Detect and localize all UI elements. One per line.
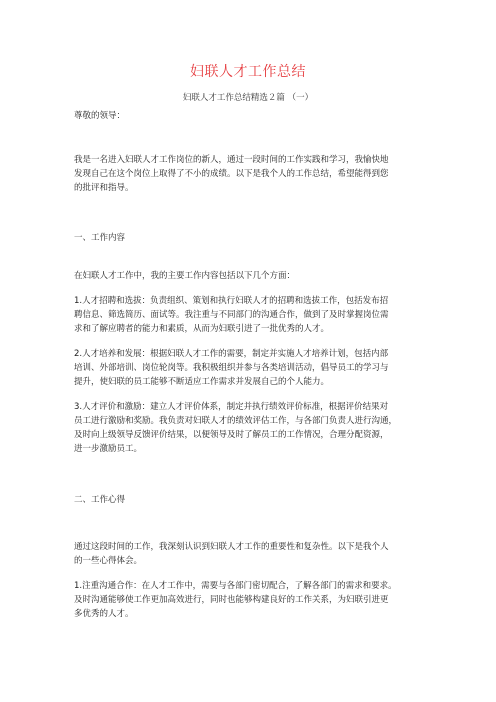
intro-line: 的批评和指导。 [74, 183, 134, 193]
item1-line: 1.人才招聘和选拔：负责组织、策划和执行妇联人才的招聘和选拔工作，包括发布招 [74, 296, 389, 306]
section-heading-work-insights: 二、工作心得 [74, 495, 126, 505]
greeting: 尊敬的领导： [74, 111, 126, 121]
item4-line: 及时沟通能够使工作更加高效进行，同时也能够构建良好的工作关系，为妇联引进更 [74, 595, 389, 605]
item2-line: 提升，使妇联的员工能够不断适应工作需求并发展自己的个人能力。 [74, 377, 330, 387]
item2-line: 培训、外部培训、岗位轮岗等。我积极组织并参与各类培训活动，倡导员工的学习与 [74, 363, 389, 373]
item2-line: 2.人才培养和发展：根据妇联人才工作的需要，制定并实施人才培养计划，包括内部 [74, 349, 389, 359]
item4-line: 1.注重沟通合作：在人才工作中，需要与各部门密切配合，了解各部门的需求和要求。 [74, 581, 397, 591]
document-title: 妇联人才工作总结 [190, 64, 306, 80]
item3-line: 及时向上级领导反馈评价结果，以便领导及时了解员工的工作情况，合理分配资源， [74, 430, 389, 440]
section-heading-work-content: 一、工作内容 [74, 233, 126, 243]
item3-line: 进一步激励员工。 [74, 444, 143, 454]
intro-line: 我是一名进入妇联人才工作岗位的新人，通过一段时间的工作实践和学习，我愉快地 [74, 155, 389, 165]
document-subtitle: 妇联人才工作总结精选２篇 （一） [182, 93, 314, 103]
intro-line: 发现自己在这个岗位上取得了不小的成绩。以下是我个人的工作总结，希望能得到您 [74, 169, 389, 179]
item4-line: 多优秀的人才。 [74, 609, 134, 619]
section2-intro-line: 通过这段时间的工作，我深刻认识到妇联人才工作的重要性和复杂性。以下是我个人 [74, 542, 389, 552]
item1-line: 聘信息、筛选简历、面试等。我注重与不同部门的沟通合作，做到了及时掌握岗位需 [74, 310, 389, 320]
item1-line: 求和了解应聘者的能力和素质，从而为妇联引进了一批优秀的人才。 [74, 324, 330, 334]
item3-line: 员工进行激励和奖励。我负责对妇联人才的绩效评估工作，与各部门负责人进行沟通， [74, 416, 398, 426]
section1-intro: 在妇联人才工作中，我的主要工作内容包括以下几个方面： [74, 271, 296, 281]
section2-intro-line: 的一些心得体会。 [74, 556, 143, 566]
item3-line: 3.人才评价和激励：建立人才评价体系，制定并执行绩效评价标准，根据评价结果对 [74, 402, 389, 412]
